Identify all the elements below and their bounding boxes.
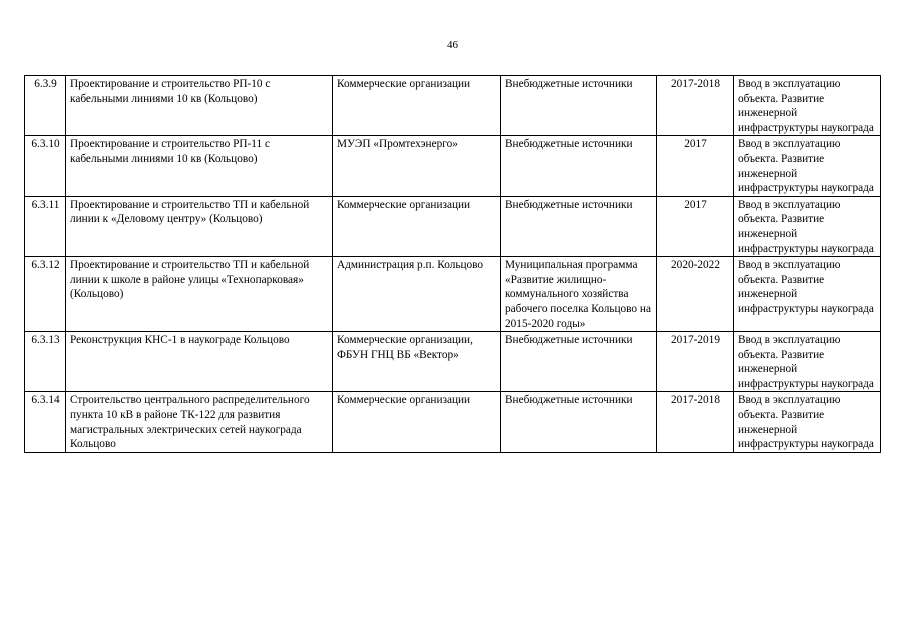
item-number: 6.3.11 <box>25 196 66 256</box>
table-row <box>25 76 881 136</box>
item-number: 6.3.9 <box>25 76 66 136</box>
measure-name: Реконструкция КНС-1 в наукограде Кольцово <box>66 332 333 392</box>
item-number: 6.3.10 <box>25 136 66 196</box>
measure-name: Проектирование и строительство РП-10 с кабельными линиями 10 кв (Кольцово) <box>66 76 333 136</box>
table-row <box>25 257 881 332</box>
table-row <box>25 136 881 196</box>
expected-result: Ввод в эксплуатацию объекта. Развитие инженерной инфраструктуры наукограда <box>734 76 881 136</box>
period: 2017-2018 <box>657 76 734 136</box>
executor: МУЭП «Промтехэнерго» <box>333 136 501 196</box>
expected-result: Ввод в эксплуатацию объекта. Развитие инженерной инфраструктуры наукограда <box>734 196 881 256</box>
measures-table <box>24 75 881 453</box>
item-number: 6.3.13 <box>25 332 66 392</box>
item-number: 6.3.14 <box>25 392 66 452</box>
funding-source: Внебюджетные источники <box>501 332 657 392</box>
period: 2020-2022 <box>657 257 734 332</box>
executor: Коммерческие организации <box>333 196 501 256</box>
executor: Коммерческие организации <box>333 76 501 136</box>
funding-source: Внебюджетные источники <box>501 196 657 256</box>
measure-name: Строительство центрального распределительного пункта 10 кВ в районе ТК-122 для развития магистральных электрических сетей наукограда Кольцово <box>66 392 333 452</box>
expected-result: Ввод в эксплуатацию объекта. Развитие инженерной инфраструктуры наукограда <box>734 136 881 196</box>
table-row <box>25 392 881 452</box>
executor: Коммерческие организации <box>333 392 501 452</box>
funding-source: Внебюджетные источники <box>501 76 657 136</box>
executor: Администрация р.п. Кольцово <box>333 257 501 332</box>
period: 2017 <box>657 136 734 196</box>
page-number: 46 <box>447 39 458 51</box>
expected-result: Ввод в эксплуатацию объекта. Развитие инженерной инфраструктуры наукограда <box>734 392 881 452</box>
funding-source: Муниципальная программа «Развитие жилищно-коммунального хозяйства рабочего поселка Кольцово на 2015-2020 годы» <box>501 257 657 332</box>
table-row <box>25 196 881 256</box>
executor: Коммерческие организации, ФБУН ГНЦ ВБ «Вектор» <box>333 332 501 392</box>
measure-name: Проектирование и строительство РП-11 с кабельными линиями 10 кв (Кольцово) <box>66 136 333 196</box>
period: 2017 <box>657 196 734 256</box>
measure-name: Проектирование и строительство ТП и кабельной линии к «Деловому центру» (Кольцово) <box>66 196 333 256</box>
funding-source: Внебюджетные источники <box>501 136 657 196</box>
item-number: 6.3.12 <box>25 257 66 332</box>
period: 2017-2018 <box>657 392 734 452</box>
table-row <box>25 332 881 392</box>
expected-result: Ввод в эксплуатацию объекта. Развитие инженерной инфраструктуры наукограда <box>734 257 881 332</box>
period: 2017-2019 <box>657 332 734 392</box>
expected-result: Ввод в эксплуатацию объекта. Развитие инженерной инфраструктуры наукограда <box>734 332 881 392</box>
funding-source: Внебюджетные источники <box>501 392 657 452</box>
measure-name: Проектирование и строительство ТП и кабельной линии к школе в районе улицы «Технопарковая» (Кольцово) <box>66 257 333 332</box>
